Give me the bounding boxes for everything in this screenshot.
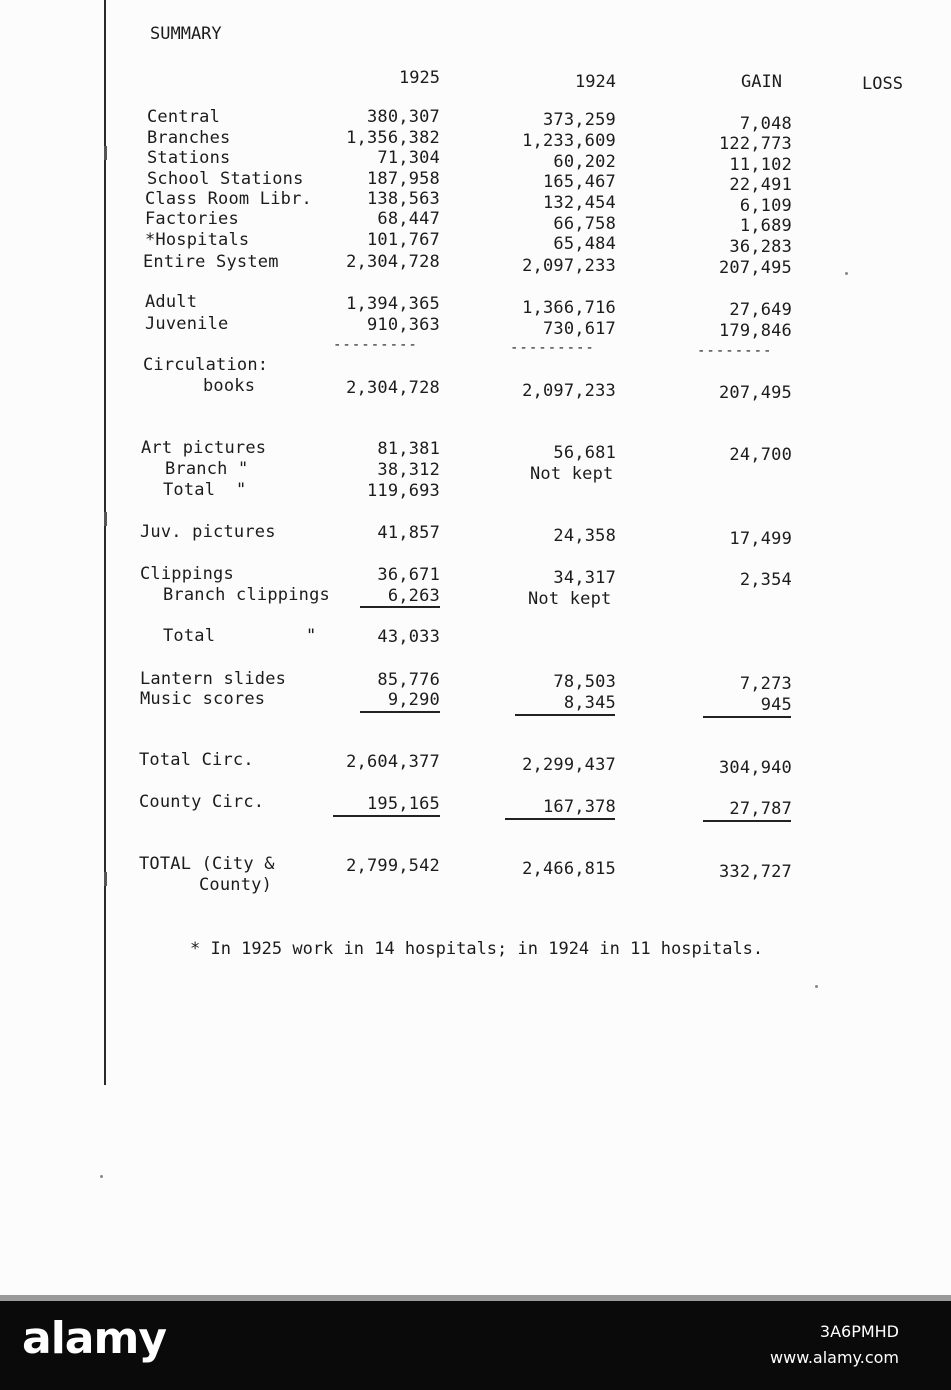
underline-rule	[703, 716, 791, 718]
value-gain: 36,283	[729, 237, 792, 257]
value-1925: 36,671	[377, 565, 440, 585]
value-1924: 167,378	[542, 797, 616, 817]
row-label: Branch "	[165, 459, 249, 479]
row-sublabel: County)	[199, 875, 273, 895]
value-1924: 56,681	[553, 443, 616, 463]
left-margin-rule	[104, 0, 106, 1085]
value-1925: 1,356,382	[346, 128, 440, 148]
value-1925: 38,312	[377, 460, 440, 480]
column-header-1924: 1924	[575, 72, 616, 92]
value-1924: 65,484	[553, 234, 616, 254]
value-1924: 34,317	[553, 568, 616, 588]
value-gain: 24,700	[729, 445, 792, 465]
value-1924: 78,503	[553, 672, 616, 692]
margin-mark	[104, 872, 107, 886]
value-1925: 6,263	[387, 586, 440, 606]
row-sublabel: books	[203, 376, 256, 396]
underline-rule	[333, 815, 440, 817]
row-label: School Stations	[147, 169, 304, 189]
value-1925: 81,381	[377, 439, 440, 459]
value-1925: 195,165	[366, 794, 440, 814]
value-gain: 27,649	[729, 300, 792, 320]
row-label: Clippings	[140, 564, 234, 584]
row-label: Adult	[145, 292, 198, 312]
value-gain: 2,354	[739, 570, 792, 590]
value-1924: 2,097,233	[522, 381, 616, 401]
margin-mark	[104, 146, 107, 160]
value-1924: 1,233,609	[522, 131, 616, 151]
margin-mark	[104, 512, 107, 526]
value-1924: Not kept	[528, 589, 612, 609]
underline-rule	[703, 820, 791, 822]
value-1924: 132,454	[542, 193, 616, 213]
value-gain: 6,109	[739, 196, 792, 216]
row-label: Music scores	[140, 689, 266, 709]
row-label: Lantern slides	[140, 669, 287, 689]
value-gain: 945	[760, 695, 792, 715]
value-gain: 179,846	[718, 321, 792, 341]
dashed-rule: ---------	[333, 337, 418, 353]
value-gain: 7,273	[739, 674, 792, 694]
value-1925: 43,033	[377, 627, 440, 647]
row-label: Stations	[147, 148, 231, 168]
row-label: Entire System	[143, 252, 279, 272]
ditto-mark: "	[306, 626, 317, 646]
value-1925: 41,857	[377, 523, 440, 543]
value-1925: 68,447	[377, 209, 440, 229]
row-label: Class Room Libr.	[145, 189, 312, 209]
row-label: TOTAL (City &	[139, 854, 275, 874]
value-1925: 2,799,542	[346, 856, 440, 876]
value-1925: 85,776	[377, 670, 440, 690]
value-1924: 8,345	[563, 693, 616, 713]
row-label: Total "	[163, 480, 247, 500]
value-gain: 7,048	[739, 114, 792, 134]
row-label: Total Circ.	[139, 750, 254, 770]
value-1924: 2,299,437	[522, 755, 616, 775]
value-gain: 122,773	[718, 134, 792, 154]
value-gain: 304,940	[718, 758, 792, 778]
value-1925: 2,304,728	[346, 252, 440, 272]
value-1924: 60,202	[553, 152, 616, 172]
value-1925: 101,767	[366, 230, 440, 250]
row-label: Juvenile	[145, 314, 229, 334]
value-1925: 1,394,365	[346, 294, 440, 314]
page-title: SUMMARY	[150, 24, 222, 44]
column-header-1925: 1925	[399, 68, 440, 88]
watermark-url: www.alamy.com	[770, 1348, 899, 1367]
value-gain: 11,102	[729, 155, 792, 175]
row-label: *Hospitals	[145, 230, 250, 250]
value-1924: 2,097,233	[522, 256, 616, 276]
value-1924: 24,358	[553, 526, 616, 546]
underline-rule	[505, 818, 615, 820]
value-gain: 207,495	[718, 383, 792, 403]
watermark-image-id: 3A6PMHD	[819, 1322, 899, 1341]
row-label: Branch clippings	[163, 585, 330, 605]
value-gain: 17,499	[729, 529, 792, 549]
value-gain: 22,491	[729, 175, 792, 195]
value-1925: 71,304	[377, 148, 440, 168]
value-1924: 1,366,716	[522, 298, 616, 318]
watermark-strip	[0, 1295, 951, 1301]
value-gain: 207,495	[718, 258, 792, 278]
ink-speck	[815, 985, 818, 988]
value-gain: 332,727	[718, 862, 792, 882]
row-label: Total	[163, 626, 216, 646]
underline-rule	[515, 714, 615, 716]
value-1925: 138,563	[366, 189, 440, 209]
row-label: Juv. pictures	[140, 522, 276, 542]
value-1924: 66,758	[553, 214, 616, 234]
value-1925: 9,290	[387, 690, 440, 710]
underline-rule	[360, 711, 440, 713]
value-gain: 1,689	[739, 216, 792, 236]
row-label: County Circ.	[139, 792, 265, 812]
dashed-rule: ---------	[510, 340, 595, 356]
ink-speck	[100, 1175, 103, 1178]
underline-rule	[360, 606, 440, 608]
column-header-gain: GAIN	[741, 72, 782, 92]
row-label: Central	[147, 107, 221, 127]
footnote: * In 1925 work in 14 hospitals; in 1924 in 11 hospitals.	[190, 939, 764, 959]
row-label: Factories	[145, 209, 239, 229]
row-label: Art pictures	[141, 438, 267, 458]
value-1924: 373,259	[542, 110, 616, 130]
ink-speck	[845, 272, 848, 275]
value-1924: 165,467	[542, 172, 616, 192]
value-1924: Not kept	[530, 464, 614, 484]
value-1925: 2,604,377	[346, 752, 440, 772]
value-1925: 380,307	[366, 107, 440, 127]
value-gain: 27,787	[729, 799, 792, 819]
dashed-rule: --------	[697, 343, 773, 359]
column-header-loss: LOSS	[862, 74, 903, 94]
value-1924: 2,466,815	[522, 859, 616, 879]
value-1924: 730,617	[542, 319, 616, 339]
value-1925: 119,693	[366, 481, 440, 501]
value-1925: 2,304,728	[346, 378, 440, 398]
row-label: Circulation:	[143, 355, 269, 375]
value-1925: 910,363	[366, 315, 440, 335]
value-1925: 187,958	[366, 169, 440, 189]
watermark-logo: alamy	[22, 1313, 166, 1364]
row-label: Branches	[147, 128, 231, 148]
